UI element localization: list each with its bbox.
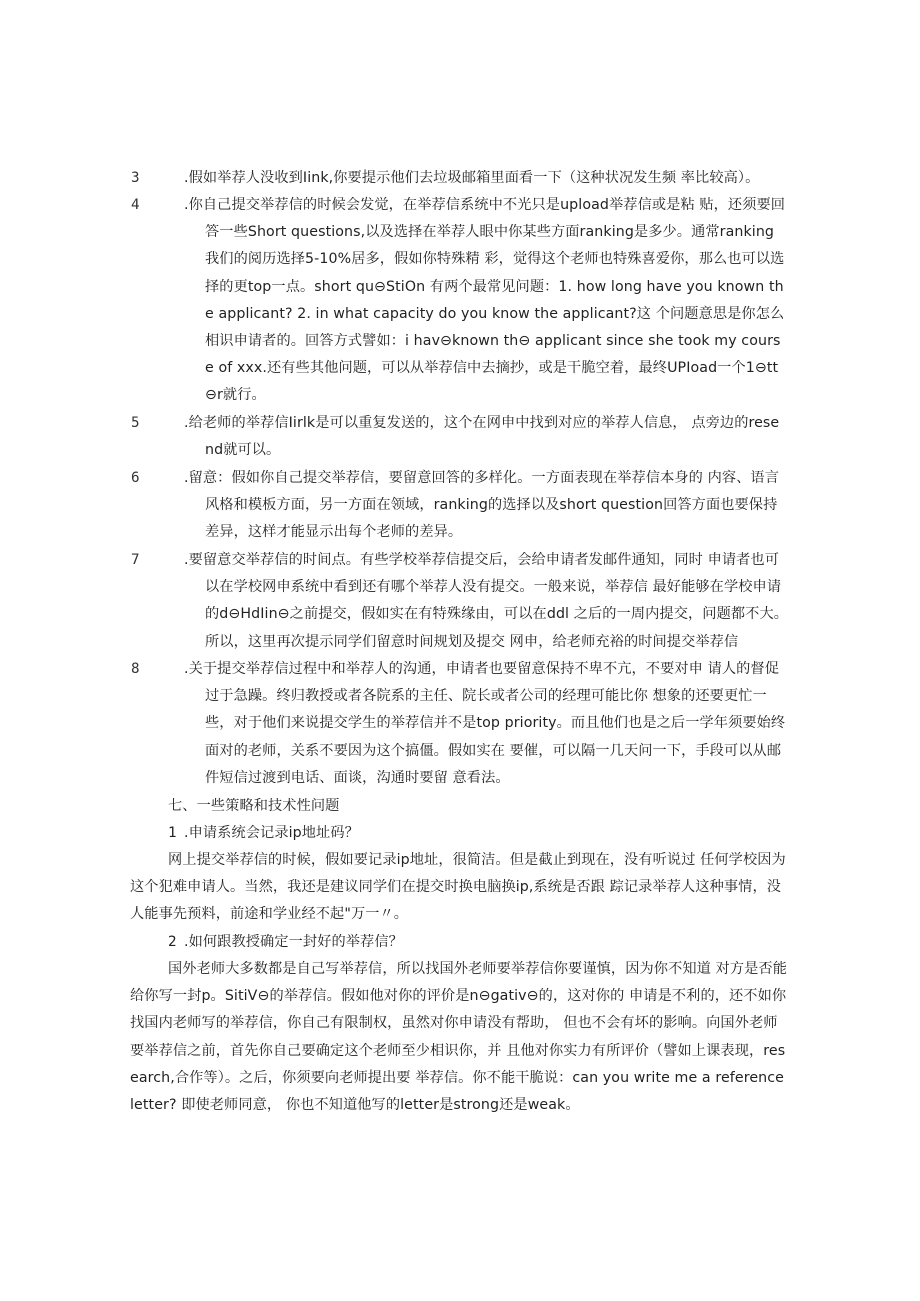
item-number: 8 [131,661,140,677]
list-item-7 [131,547,789,656]
question-2 [168,929,788,956]
question-number: 1 [168,825,177,841]
item-text: .留意：假如你自己提交举荐信，要留意回答的多样化。一方面表现在举荐信本身的 内容、语言风格和模板方面，另一方面在领域，ranking的选择以及short question回答方面也要保持差异，这样才能显示出每个老师的差异。 [184,470,780,541]
item-text: .你自己提交举荐信的时候会发觉，在举荐信系统中不光只是upload举荐信或是粘 贴，还须要回答一些Short questions,以及选择在举荐人眼中你某些方面ranking是多少。通常ranking我们的阅历选择5-10%居多，假如你特殊精 彩，觉得这个老师也特殊喜爱你，那么也可以选择的更top一点。short qu⊖StiOn 有两个最常见问题：1. how long have you known the applicant? 2. in what capacity do you know the applicant?这 个问题意思是你怎么相识申请者的。回答方式譬如：i hav⊖known th⊖ applicant since she took my course of xxx.还有些其他问题，可以从举荐信中去摘抄，或是干脆空着，最终UPIoad一个1⊖tt⊖r就行。 [184,197,786,404]
item-text: .关于提交举荐信过程中和举荐人的沟通，申请者也要留意保持不卑不亢，不要对申 请人的督促过于急躁。终归教授或者各院系的主任、院长或者公司的经理可能比你 想象的还要更忙一些，对于他们来说提交学生的举荐信并不是top priority。而且他们也是之后一学年须要始终面对的老师，关系不要因为这个搞僵。假如实在 要催，可以隔一几天问一下，手段可以从邮件短信过渡到电话、面谈，沟通时要留 意看法。 [184,661,786,786]
paragraph-professor: 国外老师大多数都是自己写举荐信，所以找国外老师要举荐信你要谨慎，因为你不知道 对方是否能给你写一封p。SitiV⊖的举荐信。假如他对你的评价是n⊖gativ⊖的，这对你的 申请是不利的，还不如你找国内老师写的举荐信，你自己有限制权，虽然对你申请没有帮助， 但也不会有坏的影响。向国外老师要举荐信之前，首先你自己要确定这个老师至少相识你，并 且他对你实力有所评价（譬如上课表现，research,合作等）。之后，你须要向老师提出要 举荐信。你不能干脆说：can you write me a reference letter? 即使老师同意， 你也不知道他写的letter是strong还是weak。 [130,961,787,1114]
list-item-3 [131,165,788,192]
item-number: 3 [131,170,140,186]
item-text: .给老师的举荐信Iirlk是可以重复发送的，这个在网申中找到对应的举荐人信息， 点旁边的resend就可以。 [184,415,780,459]
list-item-4 [131,192,788,410]
item-number: 5 [131,415,140,431]
item-text: .假如举荐人没收到Iink,你要提示他们去垃圾邮箱里面看一下（这种状况发生频 率比较高）。 [184,170,760,186]
section-heading: 七、一些策略和技术性问题 [168,798,340,814]
list-item-6 [131,465,788,547]
question-number: 2 [168,934,177,950]
item-number: 6 [131,470,140,486]
item-number: 7 [131,552,140,568]
item-number: 4 [131,197,140,213]
paragraph-ip: 网上提交举荐信的时候，假如要记录ip地址，很简洁。但是截止到现在，没有听说过 任何学校因为这个犯难申请人。当然，我还是建议同学们在提交时换电脑换ip,系统是否跟 踪记录举荐人这种事情，没人能事先预料，前途和学业经不起"万一〃。 [130,852,786,923]
question-text: .如何跟教授确定一封好的举荐信？ [184,934,403,950]
list-item-8 [131,656,788,792]
item-text: .要留意交举荐信的时间点。有些学校举荐信提交后，会给申请者发邮件通知，同时 申请者也可以在学校网申系统中看到还有哪个举荐人没有提交。一般来说，举荐信 最好能够在学校申请的d⊖HdIin⊖之前提交，假如实在有特殊缘由，可以在ddl 之后的一周内提交，问题都不大。所以，这里再次提示同学们留意时间规划及提交 网申，给老师充裕的时间提交举荐信 [184,552,789,650]
question-text: .申请系统会记录ip地址码？ [184,825,359,841]
list-item-5 [131,410,788,464]
question-1 [168,820,788,847]
